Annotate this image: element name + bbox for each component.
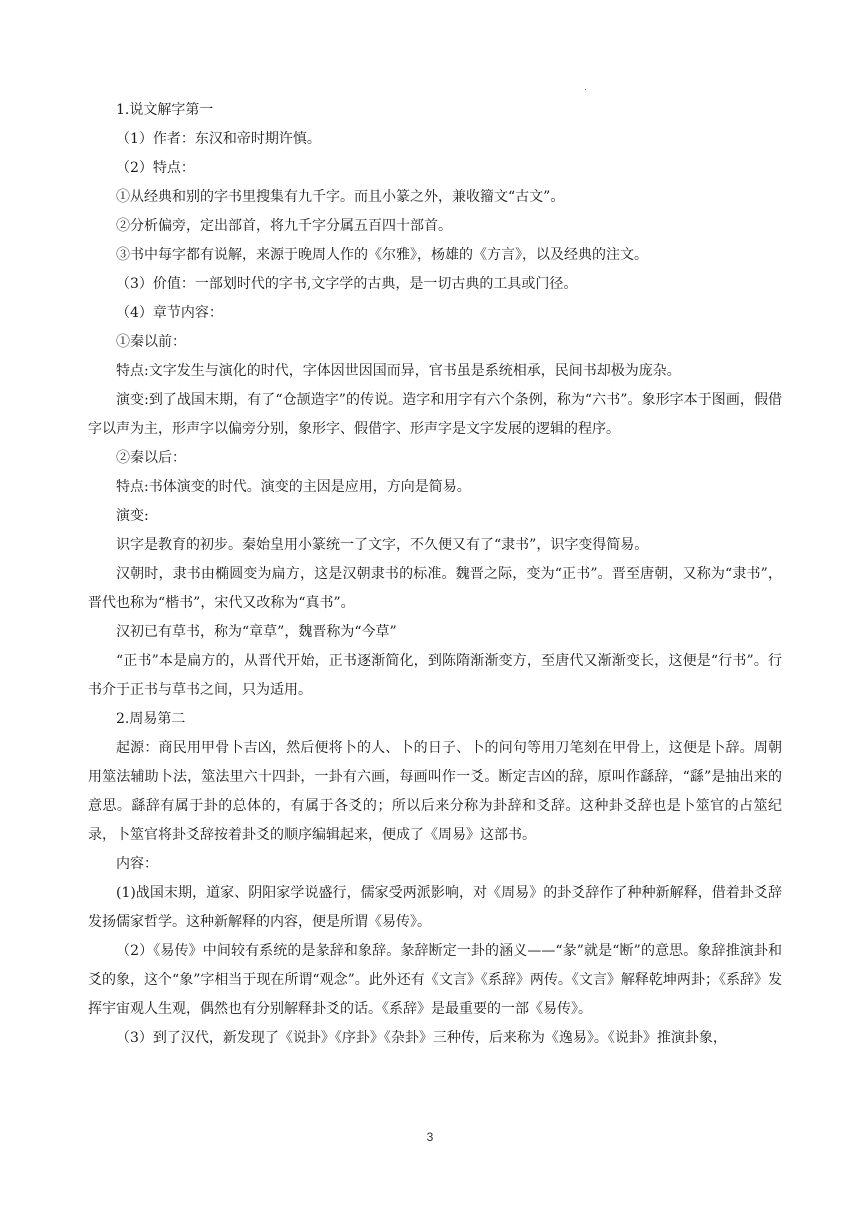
paragraph: 内容：: [116, 856, 158, 872]
paragraph: 演变:到了战国末期，有了“仓颉造字”的传说。造字和用字有六个条例，称为“六书”。象形字本于图画，假借字以声为主，形声字以偏旁分别，象形字、假借字、形声字是文字发展的逻辑的程序。: [88, 392, 782, 437]
paragraph: （3）价值：一部划时代的字书,文字学的古典，是一切古典的工具或门径。: [116, 276, 578, 292]
header-mark: .: [584, 83, 587, 93]
paragraph: （4）章节内容：: [116, 305, 223, 321]
paragraph: ①秦以前：: [116, 334, 186, 350]
paragraph: 起源：商民用甲骨卜吉凶，然后便将卜的人、卜的日子、卜的问句等用刀笔刻在甲骨上，这便是卜辞。周朝用筮法辅助卜法，筮法里六十四卦，一卦有六画，每画叫作一爻。断定吉凶的辞，原叫作繇辞，“繇”是抽出来的意思。繇辞有属于卦的总体的，有属于各爻的；所以后来分称为卦辞和爻辞。这种卦爻辞也是卜筮官的占筮纪录，卜筮官将卦爻辞按着卦爻的顺序编辑起来，便成了《周易》这部书。: [88, 740, 782, 843]
paragraph: ③书中每字都有说解，来源于晚周人作的《尔雅》，杨雄的《方言》，以及经典的注文。: [116, 247, 648, 263]
paragraph: （2）特点：: [116, 160, 195, 176]
paragraph: 特点:文字发生与演化的时代，字体因世因国而异，官书虽是系统相承，民间书却极为庞杂。: [116, 363, 681, 379]
section-heading-zhouyi: 2.周易第二: [116, 711, 186, 727]
paragraph: ①从经典和别的字书里搜集有九千字。而且小篆之外，兼收籀文“古文”。: [116, 189, 565, 205]
page-number: 3: [426, 1130, 434, 1144]
paragraph: 汉初已有草书，称为“章草”，魏晋称为“今草”: [116, 624, 397, 640]
document-body: [88, 96, 782, 1053]
paragraph: （2）《易传》中间较有系统的是彖辞和象辞。彖辞断定一卦的涵义——“彖”就是“断”的意思。象辞推演卦和爻的象，这个“象”字相当于现在所谓“观念”。此外还有《文言》《系辞》两传。《文言》解释乾坤两卦；《系辞》发挥宇宙观人生观，偶然也有分别解释卦爻的话。《系辞》是最重要的一部《易传》。: [88, 943, 782, 1017]
paragraph: 特点:书体演变的时代。演变的主因是应用，方向是简易。: [116, 479, 471, 495]
paragraph: ②分析偏旁，定出部首，将九千字分属五百四十部首。: [116, 218, 452, 234]
paragraph: 演变:: [116, 508, 149, 524]
paragraph: 识字是教育的初步。秦始皇用小篆统一了文字，不久便又有了“隶书”，识字变得简易。: [116, 537, 649, 553]
paragraph: “正书”本是扁方的，从晋代开始，正书逐渐简化，到陈隋渐渐变方，至唐代又渐渐变长，这便是“行书”。行书介于正书与草书之间，只为适用。: [88, 653, 782, 698]
paragraph: ②秦以后：: [116, 450, 186, 466]
paragraph: （3）到了汉代，新发现了《说卦》《序卦》《杂卦》三种传，后来称为《逸易》。《说卦》推演卦象，: [116, 1030, 727, 1046]
paragraph: (1)战国末期，道家、阴阳家学说盛行，儒家受两派影响，对《周易》的卦爻辞作了种种新解释，借着卦爻辞发扬儒家哲学。这种新解释的内容，便是所谓《易传》。: [88, 885, 782, 930]
paragraph: （1）作者：东汉和帝时期许慎。: [116, 131, 321, 147]
section-heading-shuowen: 1.说文解字第一: [116, 102, 214, 118]
paragraph: 汉朝时，隶书由椭圆变为扁方，这是汉朝隶书的标准。魏晋之际，变为“正书”。晋至唐朝，又称为“隶书”，晋代也称为“楷书”，宋代又改称为“真书”。: [88, 566, 782, 611]
